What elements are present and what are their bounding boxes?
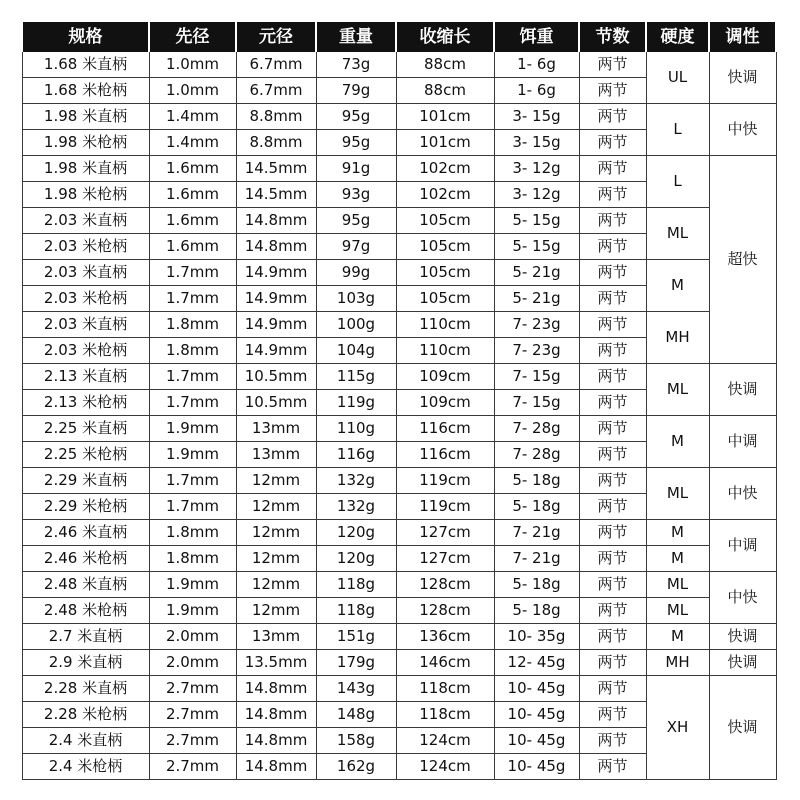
cell-closed-length: 109cm [396, 390, 494, 416]
cell-hardness: L [646, 156, 709, 208]
cell-butt-diameter: 10.5mm [236, 390, 316, 416]
cell-spec: 1.68 米直柄 [22, 52, 149, 78]
cell-sections: 两节 [579, 182, 646, 208]
cell-spec: 2.03 米直柄 [22, 312, 149, 338]
cell-lure-weight: 1- 6g [494, 78, 579, 104]
cell-weight: 158g [316, 728, 396, 754]
cell-weight: 132g [316, 494, 396, 520]
cell-sections: 两节 [579, 78, 646, 104]
cell-tip-diameter: 1.4mm [149, 104, 236, 130]
cell-tip-diameter: 1.6mm [149, 208, 236, 234]
cell-butt-diameter: 14.8mm [236, 728, 316, 754]
cell-weight: 120g [316, 520, 396, 546]
cell-closed-length: 88cm [396, 52, 494, 78]
table-row [22, 260, 776, 286]
cell-sections: 两节 [579, 728, 646, 754]
cell-butt-diameter: 14.9mm [236, 312, 316, 338]
cell-weight: 91g [316, 156, 396, 182]
table-body [22, 52, 776, 780]
cell-tip-diameter: 2.7mm [149, 702, 236, 728]
cell-sections: 两节 [579, 234, 646, 260]
cell-weight: 115g [316, 364, 396, 390]
cell-spec: 2.25 米直柄 [22, 416, 149, 442]
cell-closed-length: 124cm [396, 754, 494, 780]
cell-butt-diameter: 14.8mm [236, 754, 316, 780]
cell-lure-weight: 5- 18g [494, 598, 579, 624]
cell-spec: 2.4 米直柄 [22, 728, 149, 754]
table-row [22, 676, 776, 702]
cell-lure-weight: 7- 23g [494, 312, 579, 338]
table-row [22, 416, 776, 442]
cell-spec: 2.03 米枪柄 [22, 286, 149, 312]
cell-action: 超快 [709, 156, 776, 364]
cell-lure-weight: 10- 35g [494, 624, 579, 650]
table-row [22, 650, 776, 676]
cell-spec: 2.4 米枪柄 [22, 754, 149, 780]
cell-lure-weight: 5- 21g [494, 286, 579, 312]
cell-closed-length: 118cm [396, 676, 494, 702]
cell-tip-diameter: 1.9mm [149, 598, 236, 624]
cell-tip-diameter: 1.0mm [149, 52, 236, 78]
cell-butt-diameter: 13.5mm [236, 650, 316, 676]
cell-butt-diameter: 6.7mm [236, 78, 316, 104]
cell-closed-length: 105cm [396, 208, 494, 234]
header-butt-diameter: 元径 [236, 23, 316, 52]
cell-closed-length: 116cm [396, 416, 494, 442]
cell-spec: 2.29 米直柄 [22, 468, 149, 494]
table-row [22, 52, 776, 78]
header-closed-length: 收缩长 [396, 23, 494, 52]
cell-closed-length: 88cm [396, 78, 494, 104]
cell-tip-diameter: 1.7mm [149, 494, 236, 520]
cell-sections: 两节 [579, 338, 646, 364]
cell-closed-length: 110cm [396, 338, 494, 364]
cell-sections: 两节 [579, 754, 646, 780]
cell-action: 中快 [709, 468, 776, 520]
cell-weight: 116g [316, 442, 396, 468]
cell-action: 中快 [709, 104, 776, 156]
cell-butt-diameter: 14.5mm [236, 182, 316, 208]
cell-closed-length: 116cm [396, 442, 494, 468]
cell-sections: 两节 [579, 156, 646, 182]
cell-hardness: ML [646, 468, 709, 520]
cell-butt-diameter: 12mm [236, 546, 316, 572]
cell-spec: 1.98 米枪柄 [22, 182, 149, 208]
table-row [22, 468, 776, 494]
header-spec: 规格 [22, 23, 149, 52]
cell-sections: 两节 [579, 468, 646, 494]
cell-hardness: ML [646, 572, 709, 598]
cell-lure-weight: 1- 6g [494, 52, 579, 78]
cell-lure-weight: 7- 28g [494, 442, 579, 468]
cell-lure-weight: 5- 18g [494, 468, 579, 494]
cell-tip-diameter: 1.7mm [149, 364, 236, 390]
cell-hardness: M [646, 520, 709, 546]
cell-butt-diameter: 14.9mm [236, 286, 316, 312]
cell-sections: 两节 [579, 260, 646, 286]
table-row [22, 546, 776, 572]
cell-spec: 1.98 米枪柄 [22, 130, 149, 156]
cell-action: 快调 [709, 364, 776, 416]
cell-closed-length: 102cm [396, 156, 494, 182]
cell-lure-weight: 12- 45g [494, 650, 579, 676]
cell-lure-weight: 10- 45g [494, 676, 579, 702]
spec-table [21, 22, 777, 780]
cell-spec: 2.13 米直柄 [22, 364, 149, 390]
cell-weight: 162g [316, 754, 396, 780]
header-sections: 节数 [579, 23, 646, 52]
cell-spec: 1.98 米直柄 [22, 156, 149, 182]
cell-sections: 两节 [579, 598, 646, 624]
header-lure-weight: 饵重 [494, 23, 579, 52]
cell-sections: 两节 [579, 624, 646, 650]
cell-lure-weight: 10- 45g [494, 702, 579, 728]
cell-butt-diameter: 6.7mm [236, 52, 316, 78]
cell-butt-diameter: 14.9mm [236, 338, 316, 364]
cell-tip-diameter: 1.9mm [149, 442, 236, 468]
cell-hardness: MH [646, 650, 709, 676]
cell-weight: 95g [316, 130, 396, 156]
cell-lure-weight: 5- 15g [494, 208, 579, 234]
cell-closed-length: 110cm [396, 312, 494, 338]
cell-butt-diameter: 12mm [236, 468, 316, 494]
cell-weight: 148g [316, 702, 396, 728]
cell-tip-diameter: 1.0mm [149, 78, 236, 104]
cell-tip-diameter: 1.7mm [149, 390, 236, 416]
cell-closed-length: 119cm [396, 468, 494, 494]
cell-action: 快调 [709, 52, 776, 104]
cell-hardness: ML [646, 208, 709, 260]
cell-hardness: XH [646, 676, 709, 780]
cell-tip-diameter: 1.6mm [149, 156, 236, 182]
cell-spec: 2.48 米直柄 [22, 572, 149, 598]
cell-butt-diameter: 14.8mm [236, 676, 316, 702]
cell-spec: 2.25 米枪柄 [22, 442, 149, 468]
cell-tip-diameter: 1.8mm [149, 520, 236, 546]
cell-closed-length: 128cm [396, 572, 494, 598]
cell-spec: 1.68 米枪柄 [22, 78, 149, 104]
cell-tip-diameter: 1.7mm [149, 468, 236, 494]
table-row [22, 312, 776, 338]
cell-lure-weight: 7- 28g [494, 416, 579, 442]
cell-spec: 2.46 米直柄 [22, 520, 149, 546]
cell-weight: 79g [316, 78, 396, 104]
cell-weight: 132g [316, 468, 396, 494]
cell-sections: 两节 [579, 130, 646, 156]
cell-spec: 2.29 米枪柄 [22, 494, 149, 520]
cell-closed-length: 146cm [396, 650, 494, 676]
cell-spec: 2.03 米直柄 [22, 260, 149, 286]
cell-tip-diameter: 2.7mm [149, 676, 236, 702]
cell-spec: 2.28 米枪柄 [22, 702, 149, 728]
cell-lure-weight: 7- 15g [494, 390, 579, 416]
table-row [22, 572, 776, 598]
cell-lure-weight: 7- 21g [494, 546, 579, 572]
cell-spec: 2.48 米枪柄 [22, 598, 149, 624]
cell-closed-length: 119cm [396, 494, 494, 520]
cell-closed-length: 105cm [396, 234, 494, 260]
table-row [22, 364, 776, 390]
cell-closed-length: 109cm [396, 364, 494, 390]
cell-sections: 两节 [579, 442, 646, 468]
cell-lure-weight: 5- 18g [494, 572, 579, 598]
cell-closed-length: 101cm [396, 130, 494, 156]
cell-butt-diameter: 14.8mm [236, 208, 316, 234]
cell-sections: 两节 [579, 416, 646, 442]
table-row [22, 520, 776, 546]
cell-tip-diameter: 2.7mm [149, 728, 236, 754]
cell-action: 快调 [709, 624, 776, 650]
cell-weight: 151g [316, 624, 396, 650]
table-row [22, 598, 776, 624]
cell-hardness: UL [646, 52, 709, 104]
cell-spec: 2.7 米直柄 [22, 624, 149, 650]
cell-tip-diameter: 1.6mm [149, 182, 236, 208]
cell-sections: 两节 [579, 208, 646, 234]
cell-weight: 110g [316, 416, 396, 442]
cell-butt-diameter: 10.5mm [236, 364, 316, 390]
cell-weight: 95g [316, 208, 396, 234]
cell-action: 快调 [709, 676, 776, 780]
cell-lure-weight: 10- 45g [494, 754, 579, 780]
cell-action: 中调 [709, 520, 776, 572]
table-row [22, 156, 776, 182]
cell-tip-diameter: 1.8mm [149, 546, 236, 572]
cell-closed-length: 102cm [396, 182, 494, 208]
cell-closed-length: 118cm [396, 702, 494, 728]
cell-closed-length: 124cm [396, 728, 494, 754]
cell-butt-diameter: 12mm [236, 520, 316, 546]
header-hardness: 硬度 [646, 23, 709, 52]
cell-lure-weight: 3- 12g [494, 182, 579, 208]
cell-butt-diameter: 14.5mm [236, 156, 316, 182]
cell-weight: 120g [316, 546, 396, 572]
cell-tip-diameter: 2.7mm [149, 754, 236, 780]
cell-weight: 118g [316, 572, 396, 598]
cell-weight: 95g [316, 104, 396, 130]
cell-closed-length: 127cm [396, 520, 494, 546]
cell-spec: 2.03 米直柄 [22, 208, 149, 234]
cell-lure-weight: 3- 15g [494, 104, 579, 130]
cell-sections: 两节 [579, 676, 646, 702]
cell-sections: 两节 [579, 520, 646, 546]
cell-hardness: M [646, 546, 709, 572]
cell-sections: 两节 [579, 286, 646, 312]
cell-action: 快调 [709, 650, 776, 676]
cell-butt-diameter: 12mm [236, 572, 316, 598]
table-row [22, 208, 776, 234]
cell-butt-diameter: 8.8mm [236, 130, 316, 156]
cell-weight: 104g [316, 338, 396, 364]
header-action: 调性 [709, 23, 776, 52]
cell-spec: 2.9 米直柄 [22, 650, 149, 676]
header-row [22, 23, 776, 52]
cell-lure-weight: 5- 21g [494, 260, 579, 286]
cell-butt-diameter: 12mm [236, 494, 316, 520]
cell-closed-length: 101cm [396, 104, 494, 130]
cell-closed-length: 127cm [396, 546, 494, 572]
cell-closed-length: 136cm [396, 624, 494, 650]
cell-butt-diameter: 13mm [236, 624, 316, 650]
cell-lure-weight: 3- 12g [494, 156, 579, 182]
cell-action: 中调 [709, 416, 776, 468]
cell-butt-diameter: 14.8mm [236, 234, 316, 260]
cell-action: 中快 [709, 572, 776, 624]
cell-weight: 97g [316, 234, 396, 260]
cell-butt-diameter: 8.8mm [236, 104, 316, 130]
cell-sections: 两节 [579, 104, 646, 130]
cell-butt-diameter: 14.9mm [236, 260, 316, 286]
cell-tip-diameter: 2.0mm [149, 650, 236, 676]
cell-weight: 118g [316, 598, 396, 624]
cell-sections: 两节 [579, 364, 646, 390]
cell-butt-diameter: 14.8mm [236, 702, 316, 728]
cell-spec: 2.46 米枪柄 [22, 546, 149, 572]
cell-tip-diameter: 1.7mm [149, 260, 236, 286]
cell-tip-diameter: 2.0mm [149, 624, 236, 650]
cell-tip-diameter: 1.9mm [149, 572, 236, 598]
cell-spec: 2.13 米枪柄 [22, 390, 149, 416]
cell-tip-diameter: 1.7mm [149, 286, 236, 312]
cell-lure-weight: 10- 45g [494, 728, 579, 754]
cell-butt-diameter: 13mm [236, 442, 316, 468]
cell-hardness: MH [646, 312, 709, 364]
table-row [22, 104, 776, 130]
cell-hardness: L [646, 104, 709, 156]
cell-tip-diameter: 1.8mm [149, 312, 236, 338]
cell-lure-weight: 7- 23g [494, 338, 579, 364]
cell-lure-weight: 5- 18g [494, 494, 579, 520]
cell-hardness: M [646, 260, 709, 312]
cell-lure-weight: 7- 21g [494, 520, 579, 546]
cell-sections: 两节 [579, 546, 646, 572]
cell-sections: 两节 [579, 572, 646, 598]
cell-hardness: ML [646, 598, 709, 624]
cell-butt-diameter: 12mm [236, 598, 316, 624]
cell-weight: 179g [316, 650, 396, 676]
cell-spec: 2.03 米枪柄 [22, 338, 149, 364]
cell-tip-diameter: 1.8mm [149, 338, 236, 364]
cell-sections: 两节 [579, 702, 646, 728]
header-weight: 重量 [316, 23, 396, 52]
cell-sections: 两节 [579, 650, 646, 676]
cell-weight: 73g [316, 52, 396, 78]
table-row [22, 624, 776, 650]
cell-tip-diameter: 1.4mm [149, 130, 236, 156]
cell-sections: 两节 [579, 312, 646, 338]
cell-spec: 1.98 米直柄 [22, 104, 149, 130]
cell-lure-weight: 7- 15g [494, 364, 579, 390]
cell-butt-diameter: 13mm [236, 416, 316, 442]
cell-lure-weight: 5- 15g [494, 234, 579, 260]
cell-lure-weight: 3- 15g [494, 130, 579, 156]
cell-spec: 2.03 米枪柄 [22, 234, 149, 260]
cell-hardness: ML [646, 364, 709, 416]
cell-sections: 两节 [579, 52, 646, 78]
cell-spec: 2.28 米直柄 [22, 676, 149, 702]
cell-weight: 93g [316, 182, 396, 208]
cell-weight: 100g [316, 312, 396, 338]
cell-weight: 99g [316, 260, 396, 286]
cell-tip-diameter: 1.9mm [149, 416, 236, 442]
cell-weight: 103g [316, 286, 396, 312]
cell-hardness: M [646, 624, 709, 650]
cell-tip-diameter: 1.6mm [149, 234, 236, 260]
cell-sections: 两节 [579, 494, 646, 520]
header-tip-diameter: 先径 [149, 23, 236, 52]
cell-closed-length: 105cm [396, 260, 494, 286]
cell-closed-length: 105cm [396, 286, 494, 312]
cell-hardness: M [646, 416, 709, 468]
cell-weight: 143g [316, 676, 396, 702]
cell-weight: 119g [316, 390, 396, 416]
cell-sections: 两节 [579, 390, 646, 416]
cell-closed-length: 128cm [396, 598, 494, 624]
